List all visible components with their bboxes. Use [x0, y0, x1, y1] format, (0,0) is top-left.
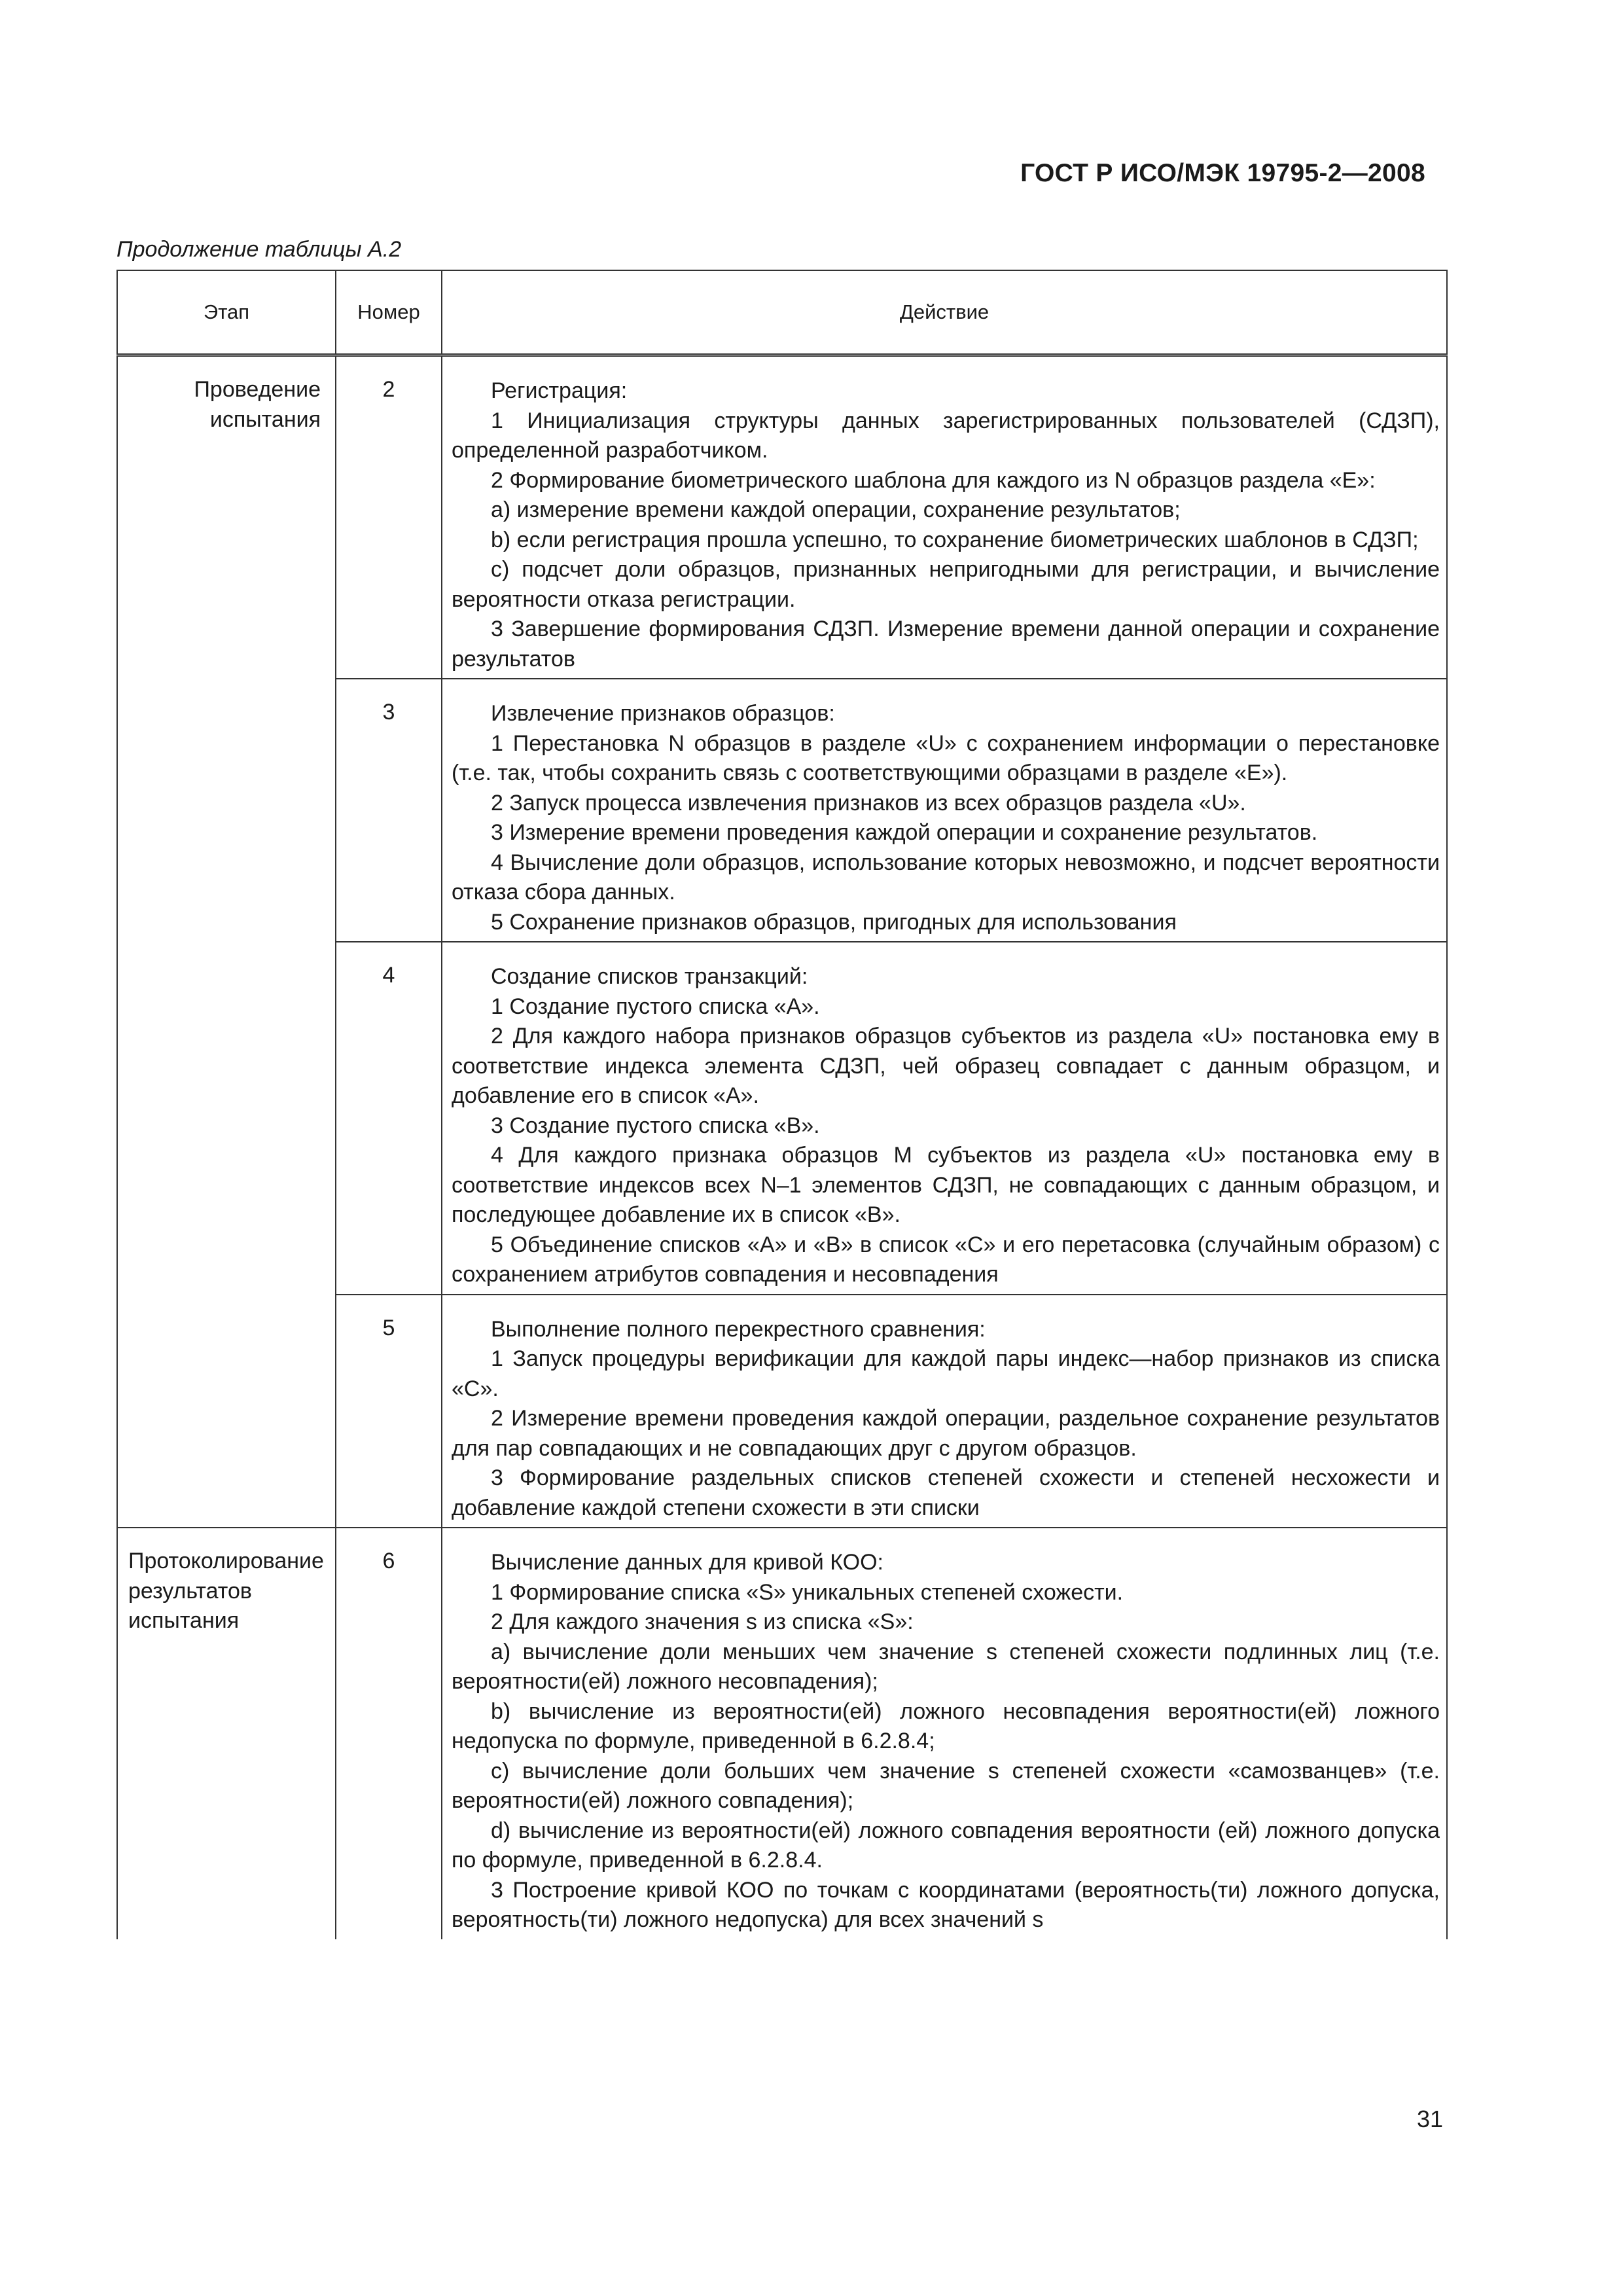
action-cell	[442, 679, 1447, 942]
column-header-stage: Этап	[117, 270, 336, 355]
action-cell	[442, 1528, 1447, 1939]
stage-cell	[117, 1528, 336, 1939]
table-header-row	[117, 270, 1447, 355]
action-line: а) измерение времени каждой операции, сохранение результатов;	[491, 497, 1181, 522]
number-cell: 3	[336, 679, 442, 942]
action-line: b) если регистрация прошла успешно, то сохранение биометрических шаблонов в СДЗП;	[491, 527, 1419, 552]
table-row	[117, 355, 1447, 679]
column-header-action: Действие	[442, 270, 1447, 355]
page-number: 31	[1416, 2106, 1443, 2132]
action-line: Регистрация:	[491, 378, 628, 403]
action-line: 2 Для каждого значения s из списка «S»:	[491, 1609, 914, 1634]
action-line: d) вычисление из вероятности(ей) ложного совпадения вероятности (ей) ложного допуска по формуле, приведенной в 6.2.8.4.	[452, 1818, 1446, 1873]
action-line: c) подсчет доли образцов, признанных непригодными для регистрации, и вычисление вероятности отказа регистрации.	[452, 557, 1446, 612]
action-line: 1 Создание пустого списка «А».	[491, 994, 820, 1019]
action-line: 3 Измерение времени проведения каждой операции и сохранение результатов.	[491, 820, 1318, 845]
document-code: ГОСТ Р ИСО/МЭК 19795-2—2008	[1020, 159, 1425, 187]
action-line: 4 Вычисление доли образцов, использование которых невозможно, и подсчет вероятности отказа сбора данных.	[452, 850, 1446, 905]
action-line: 2 Запуск процесса извлечения признаков из всех образцов раздела «U».	[491, 790, 1246, 816]
action-line: 2 Для каждого набора признаков образцов субъектов из раздела «U» постановка ему в соответствие индекса элемента СДЗП, чей образец совпадает с данным образцом, и добавление его в список «А».	[452, 1024, 1446, 1108]
stage-cell	[117, 355, 336, 1528]
action-line: 1 Инициализация структуры данных зарегистрированных пользователей (СДЗП), определенной разработчиком.	[452, 408, 1446, 463]
action-line: Вычисление данных для кривой КОО:	[491, 1550, 883, 1575]
number-cell: 4	[336, 942, 442, 1295]
action-line: b) вычисление из вероятности(ей) ложного несовпадения вероятности(ей) ложного недопуска по формуле, приведенной в 6.2.8.4;	[452, 1698, 1446, 1753]
action-line: 1 Перестановка N образцов в разделе «U» с сохранением информации о перестановке (т.е. так, чтобы сохранить связь с соответствующими образцами в разделе «Е»).	[452, 730, 1446, 785]
action-line: 2 Формирование биометрического шаблона для каждого из N образцов раздела «Е»:	[491, 467, 1376, 493]
action-line: Извлечение признаков образцов:	[491, 701, 835, 726]
action-line: 1 Формирование списка «S» уникальных степеней схожести.	[491, 1579, 1124, 1605]
stage-label: Проведение испытания	[194, 377, 321, 432]
action-line: 3 Формирование раздельных списков степеней схожести и степеней несхожести и добавление каждой степени схожести в эти списки	[452, 1465, 1446, 1520]
stage-label: Протоколирование результатов испытания	[128, 1549, 324, 1633]
action-cell	[442, 942, 1447, 1295]
action-table	[116, 270, 1448, 1939]
action-line: 3 Создание пустого списка «В».	[491, 1113, 820, 1138]
number-cell: 6	[336, 1528, 442, 1939]
action-line: 1 Запуск процедуры верификации для каждой пары индекс—набор признаков из списка «С».	[452, 1346, 1446, 1401]
action-line: 2 Измерение времени проведения каждой операции, раздельное сохранение результатов для пар совпадающих и не совпадающих друг с другом образцов.	[452, 1406, 1446, 1461]
column-header-number: Номер	[336, 270, 442, 355]
action-line: c) вычисление доли больших чем значение s степеней схожести «самозванцев» (т.е. вероятности(ей) ложного совпадения);	[452, 1758, 1446, 1813]
table-caption: Продолжение таблицы А.2	[116, 237, 402, 262]
action-line: 3 Построение кривой КОО по точкам с координатами (вероятность(ти) ложного допуска, вероятность(ти) ложного недопуска) для всех значений s	[452, 1877, 1446, 1932]
action-line: 5 Сохранение признаков образцов, пригодных для использования	[491, 909, 1177, 935]
action-line: Выполнение полного перекрестного сравнения:	[491, 1316, 986, 1342]
number-cell: 2	[336, 355, 442, 679]
action-line: a) вычисление доли меньших чем значение s степеней схожести подлинных лиц (т.е. вероятности(ей) ложного несовпадения);	[452, 1639, 1446, 1694]
action-line: 4 Для каждого признака образцов М субъектов из раздела «U» постановка ему в соответствие индексов всех N–1 элементов СДЗП, не совпадающих с данным образцом, и последующее добавление их в список «В».	[452, 1143, 1446, 1227]
action-line: Создание списков транзакций:	[491, 964, 808, 989]
action-cell	[442, 1295, 1447, 1528]
action-cell	[442, 355, 1447, 679]
table-row	[117, 1528, 1447, 1939]
action-line: 3 Завершение формирования СДЗП. Измерение времени данной операции и сохранение результатов	[452, 617, 1446, 672]
action-line: 5 Объединение списков «А» и «В» в список «С» и его перетасовка (случайным образом) с сохранением атрибутов совпадения и несовпадения	[452, 1232, 1446, 1287]
number-cell: 5	[336, 1295, 442, 1528]
